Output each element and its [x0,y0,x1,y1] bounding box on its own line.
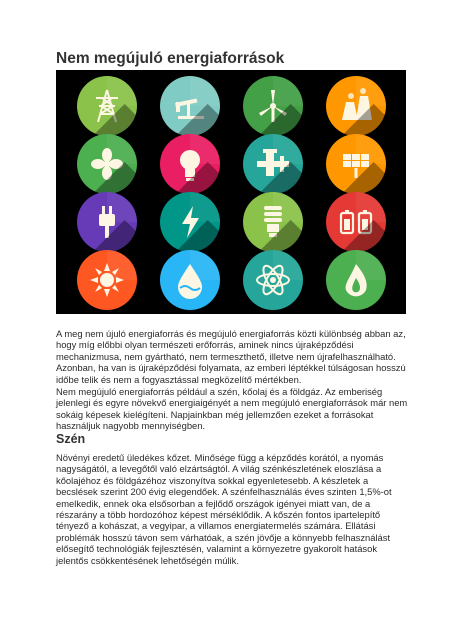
text-line: sokáig képesek kielégíteni. Napjainkban még jellemzően ezeket a forrásokat [56,408,374,420]
text-line: problémák hosszú távon sem várhatóak, a szén jövője a könnyebb felhasználást [56,531,391,543]
examples-paragraph [56,386,418,432]
text-line: A meg nem újuló energiaforrás és megújuló energiaforrás közti különbség abban az, [56,328,406,339]
text-line: Növényi eredetű üledékes kőzet. Minősége függ a képződés korától, a nyomás [56,452,384,463]
text-line: hogy míg előbbi olyan természeti erőforrás, aminek nincs újraképződési [56,339,354,351]
text-line: elősegítő technológiák fejlesztésén, valamint a környezetre gyakorolt hatások [56,543,378,555]
text-line: nagyságától, a levegőtől való elzártságtól. A világ szénkészletének eloszlása a [56,463,382,475]
intro-paragraph [56,328,418,385]
text-line: kőolajéhoz és földgázéhoz viszonyítva sokkal egyenletesebb. A készletek a [56,474,369,486]
page-title: Nem megújuló energiaforrások [56,50,285,67]
text-line: használjuk nagyobb mennyiségben. [56,420,206,432]
text-line: Nem megújuló energiaforrás például a szén, kőolaj és a földgáz. Az emberiség [56,386,383,397]
text-line: jelentős csökkentésének lehetőségén múlik. [56,554,239,566]
text-line: becslések szerint 200 évig elegendőek. A szénfelhasználás éves szinten 1,5%-ot [56,486,392,498]
text-line: részarány a több hordozóhoz képest mérséklődik. A kőszén fontos ipartelepítő [56,509,381,521]
text-line: időbe telik és nem a fogyasztással megközelítő mértékben. [56,373,302,385]
text-line: emelkedik, ennek oka elsősorban a fejlődő országok igényei miatt van, de a [56,497,371,509]
energy-icons-grid [56,70,406,314]
text-line: mechanizmusa, nem gyártható, nem termeszthető, illetve nem újrafelhasználható. [56,350,396,362]
text-line: jelenlegi és egyre növekvő energiaigényét a nem megújuló energiaforrások már nem [56,397,408,409]
text-line: Azonban, ha van is újraképződési folyamata, az emberi léptékkel túlságosan hosszú [56,362,406,374]
section-heading-coal: Szén [56,432,86,446]
energy-icons-image [56,70,406,314]
coal-paragraph [56,452,418,566]
text-line: tényező a kohászat, a vegyipar, a villamos energiatermelés számára. Ellátási [56,520,376,532]
